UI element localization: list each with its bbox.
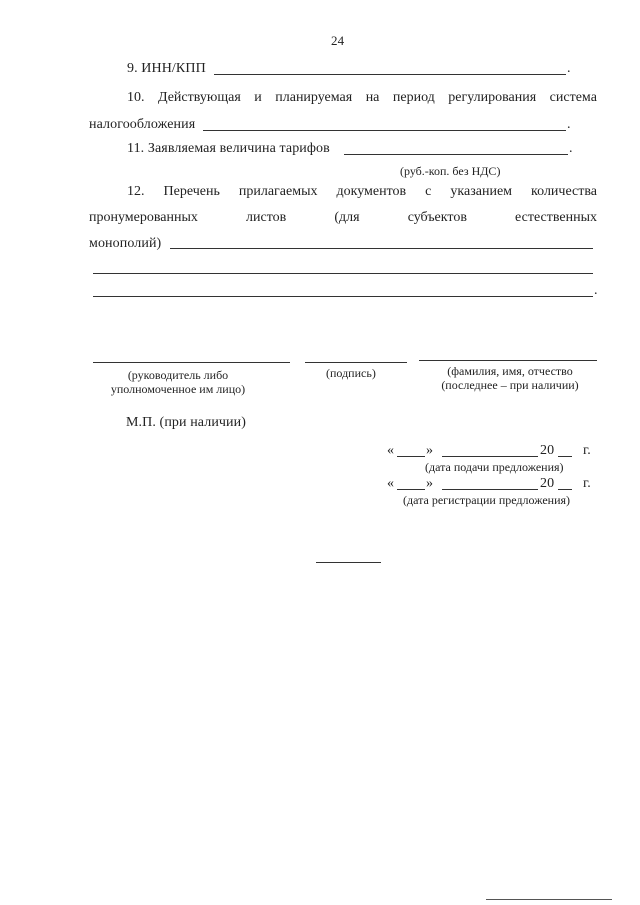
item-10-line-2: налогообложения	[89, 117, 196, 132]
word: (для	[334, 210, 360, 225]
item-11-label: 11. Заявляемая величина тарифов	[127, 141, 330, 156]
item-11-fill-line	[344, 154, 568, 155]
word: и	[254, 90, 262, 105]
head-caption-line-1: (руководитель либо	[127, 368, 229, 382]
word: 12.	[127, 184, 145, 199]
registration-date-open-quote: «	[387, 476, 395, 491]
word: естественных	[515, 210, 597, 225]
sign-line	[305, 362, 407, 363]
word: документов	[336, 184, 407, 199]
registration-year-line	[558, 489, 572, 490]
item-12-fill-line-2	[93, 273, 593, 274]
fio-caption-line-1: (фамилия, имя, отчество	[447, 364, 573, 378]
item-12-end: .	[594, 283, 598, 298]
head-signature-line	[93, 362, 290, 363]
word: Действующая	[157, 90, 241, 105]
word: период	[392, 90, 435, 105]
item-10-end: .	[567, 117, 571, 132]
head-caption	[93, 368, 263, 396]
submission-date-caption: (дата подачи предложения)	[425, 460, 564, 474]
word: прилагаемых	[238, 184, 318, 199]
registration-year-suffix: г.	[583, 476, 591, 491]
item-12-fill-line-3	[93, 296, 593, 297]
item-9-end: .	[567, 61, 571, 76]
word: количества	[531, 184, 597, 199]
bottom-edge-line	[486, 899, 612, 900]
item-11-end: .	[569, 141, 573, 156]
word: листов	[246, 210, 287, 225]
item-10-line-1	[127, 90, 597, 106]
registration-date-caption: (дата регистрации предложения)	[403, 493, 571, 507]
item-12-line-1	[127, 184, 597, 200]
stamp-label: М.П. (при наличии)	[126, 415, 247, 430]
item-12-line-3: монополий)	[89, 236, 162, 251]
item-12-fill-line-1	[170, 248, 593, 249]
closing-divider	[316, 562, 381, 563]
registration-date-close-quote: »	[426, 476, 434, 491]
registration-year-prefix: 20	[540, 476, 555, 491]
word: 10.	[127, 90, 145, 105]
fio-line	[419, 360, 597, 361]
item-9-fill-line	[214, 74, 566, 75]
item-12-line-2	[89, 210, 597, 226]
submission-date-open-quote: «	[387, 443, 395, 458]
fio-caption-line-2: (последнее – при наличии)	[441, 378, 579, 392]
word: система	[549, 90, 597, 105]
registration-day-line	[397, 489, 425, 490]
word: планируемая	[275, 90, 353, 105]
sign-caption: (подпись)	[326, 366, 376, 380]
item-10-fill-line	[203, 130, 566, 131]
submission-year-suffix: г.	[583, 443, 591, 458]
submission-day-line	[397, 456, 425, 457]
item-11-unit-note: (руб.-коп. без НДС)	[400, 164, 501, 178]
submission-month-line	[442, 456, 538, 457]
word: регулирования	[448, 90, 537, 105]
page-number: 24	[331, 33, 345, 48]
word: Перечень	[163, 184, 220, 199]
word: на	[365, 90, 380, 105]
word: указанием	[450, 184, 513, 199]
registration-month-line	[442, 489, 538, 490]
submission-year-prefix: 20	[540, 443, 555, 458]
word: с	[425, 184, 432, 199]
submission-year-line	[558, 456, 572, 457]
word: субъектов	[407, 210, 467, 225]
word: пронумерованных	[89, 210, 198, 225]
fio-caption	[425, 364, 595, 392]
submission-date-close-quote: »	[426, 443, 434, 458]
item-9-label: 9. ИНН/КПП	[127, 61, 206, 76]
head-caption-line-2: уполномоченное им лицо)	[110, 382, 246, 396]
